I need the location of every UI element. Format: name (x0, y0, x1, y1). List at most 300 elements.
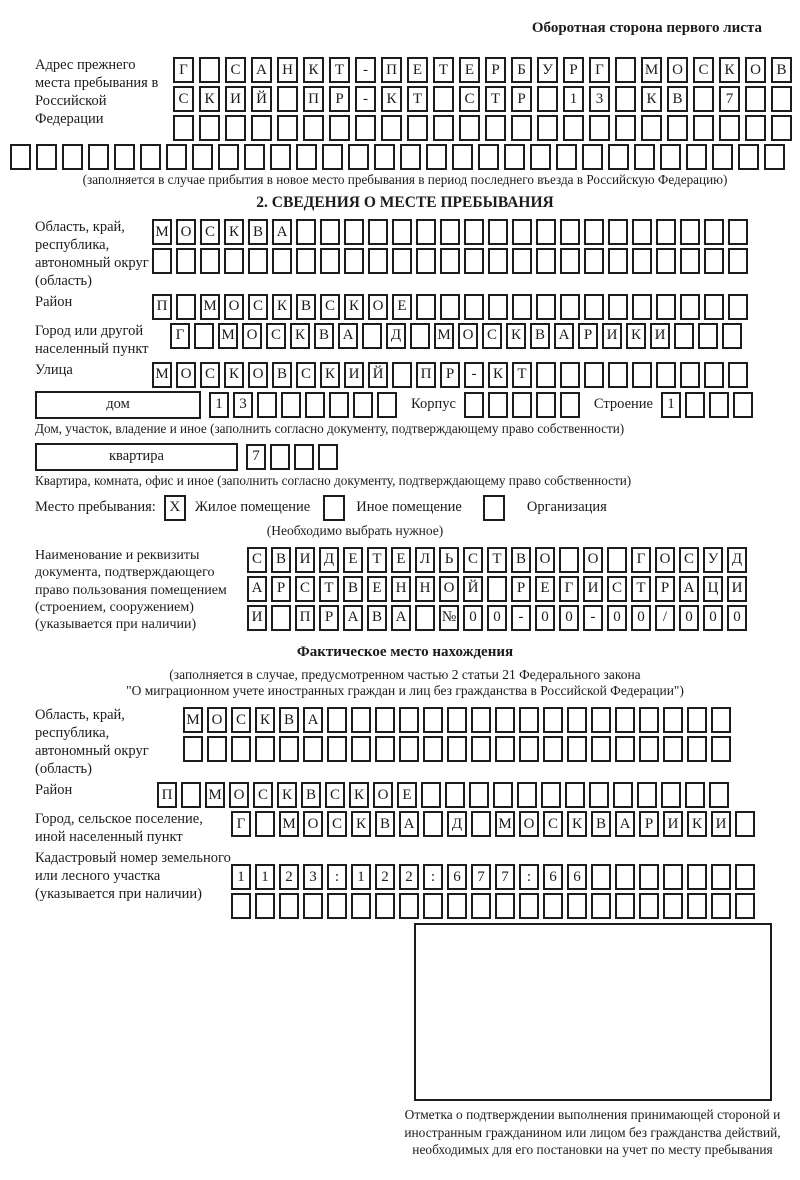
char-cell (488, 294, 508, 320)
char-cell (615, 864, 635, 890)
char-cell (471, 707, 491, 733)
char-cell (415, 605, 435, 631)
char-cell: Р (485, 57, 506, 83)
char-cell (423, 707, 443, 733)
char-cell (656, 294, 676, 320)
char-cell: Ц (703, 576, 723, 602)
actual-location-title: Фактическое место нахождения (296, 643, 514, 660)
char-cell (712, 144, 733, 170)
house-cells (209, 392, 397, 418)
char-cell: Д (727, 547, 747, 573)
char-cell: И (711, 811, 731, 837)
document-row-1 (247, 547, 747, 573)
char-cell: Е (343, 547, 363, 573)
char-cell: 2 (399, 864, 419, 890)
char-cell (589, 782, 609, 808)
char-cell (351, 893, 371, 919)
char-cell (667, 115, 688, 141)
char-cell (399, 707, 419, 733)
char-cell: Д (319, 547, 339, 573)
char-cell: К (272, 294, 292, 320)
char-cell (88, 144, 109, 170)
char-cell: 1 (351, 864, 371, 890)
char-cell (687, 736, 707, 762)
char-cell (225, 115, 246, 141)
char-cell: К (303, 57, 324, 83)
char-cell (447, 707, 467, 733)
char-cell (687, 707, 707, 733)
char-cell: О (176, 362, 196, 388)
prev-address-note: (заполняется в случае прибытия в новое место пребывания в период последнего въезда в Российскую Федерацию) (82, 172, 728, 187)
char-cell (320, 219, 340, 245)
prev-address-row-3 (173, 115, 792, 141)
char-cell (685, 392, 705, 418)
char-cell (728, 219, 748, 245)
char-cell (305, 392, 325, 418)
char-cell: С (296, 362, 316, 388)
cadastre-label: Кадастровый номер земельного или лесного участка (указывается при наличии) (35, 850, 231, 903)
char-cell: И (225, 86, 246, 112)
char-cell (656, 248, 676, 274)
char-cell: Т (319, 576, 339, 602)
region-field (35, 219, 790, 291)
char-cell: С (327, 811, 347, 837)
char-cell (615, 707, 635, 733)
char-cell (632, 219, 652, 245)
char-cell (348, 144, 369, 170)
char-cell (296, 219, 316, 245)
char-cell: Т (485, 86, 506, 112)
char-cell: М (279, 811, 299, 837)
char-cell (632, 248, 652, 274)
char-cell: С (295, 576, 315, 602)
char-cell (680, 219, 700, 245)
char-cell (591, 707, 611, 733)
char-cell: О (745, 57, 766, 83)
char-cell (270, 444, 290, 470)
char-cell: / (655, 605, 675, 631)
actual-region-label: Область, край, республика, автономный округ (область) (35, 707, 149, 778)
char-cell (426, 144, 447, 170)
char-cell: Т (329, 57, 350, 83)
char-cell: П (295, 605, 315, 631)
char-cell: К (488, 362, 508, 388)
house-note: Дом, участок, владение и иное (заполнить согласно документу, подтверждающему право собственности) (35, 420, 625, 436)
char-cell (488, 248, 508, 274)
char-cell: В (248, 219, 268, 245)
char-cell: Т (631, 576, 651, 602)
char-cell: В (314, 323, 334, 349)
char-cell (615, 115, 636, 141)
char-cell: И (602, 323, 622, 349)
char-cell: А (303, 707, 323, 733)
char-cell (567, 893, 587, 919)
char-cell (471, 893, 491, 919)
char-cell: Й (251, 86, 272, 112)
char-cell (608, 219, 628, 245)
char-cell (512, 219, 532, 245)
char-cell: Р (655, 576, 675, 602)
char-cell: Н (415, 576, 435, 602)
char-cell (745, 86, 766, 112)
char-cell (704, 248, 724, 274)
char-cell: : (519, 864, 539, 890)
char-cell: 6 (543, 864, 563, 890)
char-cell (464, 219, 484, 245)
char-cell (421, 782, 441, 808)
char-cell: Р (271, 576, 291, 602)
prev-address-row-1 (173, 57, 792, 83)
char-cell: 7 (495, 864, 515, 890)
document-label: Наименование и реквизиты документа, подтверждающего право пользования помещением (строением, сооружением) (указывается при наличии) (35, 547, 227, 633)
char-cell (392, 248, 412, 274)
char-cell: О (373, 782, 393, 808)
char-cell (271, 605, 291, 631)
char-cell (257, 392, 277, 418)
char-cell: К (626, 323, 646, 349)
char-cell: К (349, 782, 369, 808)
char-cell: В (591, 811, 611, 837)
char-cell (543, 707, 563, 733)
char-cell: 2 (279, 864, 299, 890)
char-cell (536, 248, 556, 274)
char-cell: - (355, 86, 376, 112)
char-cell (392, 362, 412, 388)
char-cell (355, 115, 376, 141)
char-cell (351, 736, 371, 762)
char-cell (663, 893, 683, 919)
char-cell: Л (415, 547, 435, 573)
char-cell (416, 294, 436, 320)
char-cell (728, 294, 748, 320)
char-cell (329, 115, 350, 141)
char-cell (433, 86, 454, 112)
char-cell (607, 547, 627, 573)
char-cell: О (655, 547, 675, 573)
char-cell (176, 294, 196, 320)
district-row (152, 294, 748, 320)
char-cell (511, 115, 532, 141)
char-cell (62, 144, 83, 170)
char-cell (423, 736, 443, 762)
char-cell: 0 (559, 605, 579, 631)
char-cell: М (495, 811, 515, 837)
char-cell: О (248, 362, 268, 388)
char-cell (199, 57, 220, 83)
cadastre-field (35, 850, 790, 919)
char-cell: 1 (255, 864, 275, 890)
char-cell (536, 362, 556, 388)
char-cell (560, 248, 580, 274)
char-cell (608, 362, 628, 388)
char-cell: М (152, 362, 172, 388)
char-cell (327, 893, 347, 919)
char-cell (36, 144, 57, 170)
char-cell: В (301, 782, 321, 808)
char-cell: 6 (567, 864, 587, 890)
char-cell (519, 736, 539, 762)
prev-address-label: Адрес прежнего места пребывания в Российской Федерации (35, 57, 159, 127)
page-header: Оборотная сторона первого листа (531, 20, 762, 36)
char-cell: С (248, 294, 268, 320)
char-cell (504, 144, 525, 170)
char-cell (704, 219, 724, 245)
apartment-cells (246, 444, 338, 470)
char-cell (381, 115, 402, 141)
char-cell (375, 707, 395, 733)
char-cell (194, 323, 214, 349)
char-cell (693, 86, 714, 112)
char-cell (686, 144, 707, 170)
char-cell: И (247, 605, 267, 631)
char-cell (735, 864, 755, 890)
char-cell (632, 294, 652, 320)
char-cell: Н (277, 57, 298, 83)
char-cell (709, 782, 729, 808)
char-cell: О (242, 323, 262, 349)
char-cell: 7 (719, 86, 740, 112)
char-cell: С (325, 782, 345, 808)
char-cell (488, 392, 508, 418)
char-cell (719, 115, 740, 141)
char-cell (560, 362, 580, 388)
char-cell: С (320, 294, 340, 320)
char-cell: А (399, 811, 419, 837)
actual-region-field (35, 707, 790, 779)
char-cell (281, 392, 301, 418)
stroenie-cells (661, 392, 753, 418)
char-cell (303, 115, 324, 141)
char-cell: К (381, 86, 402, 112)
char-cell (693, 115, 714, 141)
char-cell: И (583, 576, 603, 602)
char-cell: 0 (535, 605, 555, 631)
char-cell (639, 893, 659, 919)
char-cell (374, 144, 395, 170)
char-cell: А (251, 57, 272, 83)
char-cell (344, 219, 364, 245)
char-cell (464, 294, 484, 320)
char-cell (543, 893, 563, 919)
char-cell (447, 736, 467, 762)
char-cell (375, 893, 395, 919)
char-cell: 1 (209, 392, 229, 418)
char-cell: Г (170, 323, 190, 349)
cadastre-row-2 (231, 893, 755, 919)
char-cell: О (583, 547, 603, 573)
char-cell (495, 893, 515, 919)
char-cell (327, 707, 347, 733)
char-cell (634, 144, 655, 170)
char-cell (711, 736, 731, 762)
cadastre-row-1 (231, 864, 755, 890)
char-cell: К (687, 811, 707, 837)
char-cell (368, 219, 388, 245)
char-cell (320, 248, 340, 274)
char-cell: П (381, 57, 402, 83)
char-cell (471, 811, 491, 837)
char-cell (368, 248, 388, 274)
char-cell (711, 893, 731, 919)
char-cell (272, 248, 292, 274)
char-cell (704, 362, 724, 388)
char-cell: 0 (679, 605, 699, 631)
char-cell: Е (535, 576, 555, 602)
char-cell (674, 323, 694, 349)
char-cell (541, 782, 561, 808)
char-cell (584, 294, 604, 320)
char-cell: Т (407, 86, 428, 112)
char-cell (493, 782, 513, 808)
street-row (152, 362, 748, 388)
char-cell: А (615, 811, 635, 837)
char-cell: 0 (463, 605, 483, 631)
char-cell: О (207, 707, 227, 733)
prev-address-row-4 (10, 144, 790, 170)
char-cell: О (176, 219, 196, 245)
char-cell (567, 707, 587, 733)
char-cell: С (225, 57, 246, 83)
char-cell (560, 294, 580, 320)
stamp-box (414, 923, 772, 1101)
char-cell (663, 736, 683, 762)
char-cell (584, 362, 604, 388)
char-cell (459, 115, 480, 141)
char-cell: В (271, 547, 291, 573)
korpus-cells (464, 392, 580, 418)
char-cell (410, 323, 430, 349)
char-cell: К (506, 323, 526, 349)
char-cell: - (355, 57, 376, 83)
char-cell (445, 782, 465, 808)
char-cell (296, 144, 317, 170)
char-cell (440, 248, 460, 274)
district-field (35, 294, 790, 320)
char-cell (218, 144, 239, 170)
char-cell: Р (578, 323, 598, 349)
char-cell (771, 115, 792, 141)
stay-type-checkbox-other-premises (323, 495, 345, 521)
char-cell: П (152, 294, 172, 320)
char-cell (519, 707, 539, 733)
char-cell: 3 (303, 864, 323, 890)
char-cell: С (607, 576, 627, 602)
char-cell: Б (511, 57, 532, 83)
char-cell: : (327, 864, 347, 890)
char-cell: 7 (471, 864, 491, 890)
char-cell (680, 362, 700, 388)
char-cell (685, 782, 705, 808)
char-cell (166, 144, 187, 170)
char-cell (512, 294, 532, 320)
district-label: Район (35, 293, 73, 310)
char-cell (207, 736, 227, 762)
char-cell: - (583, 605, 603, 631)
char-cell (560, 219, 580, 245)
char-cell: Р (319, 605, 339, 631)
char-cell: О (535, 547, 555, 573)
char-cell (351, 707, 371, 733)
char-cell: А (272, 219, 292, 245)
char-cell (536, 392, 556, 418)
char-cell: М (641, 57, 662, 83)
char-cell (248, 248, 268, 274)
char-cell (543, 736, 563, 762)
char-cell (173, 115, 194, 141)
stay-type-label: Место пребывания: (35, 499, 156, 516)
char-cell: В (367, 605, 387, 631)
region-label: Область, край, республика, автономный округ (область) (35, 219, 149, 289)
char-cell (322, 144, 343, 170)
char-cell (495, 736, 515, 762)
stay-type-option-organization: Организация (526, 499, 607, 516)
char-cell: К (641, 86, 662, 112)
char-cell (632, 362, 652, 388)
char-cell (567, 736, 587, 762)
char-cell: У (537, 57, 558, 83)
char-cell: Т (367, 547, 387, 573)
char-cell: П (303, 86, 324, 112)
char-cell (745, 115, 766, 141)
char-cell (318, 444, 338, 470)
char-cell: : (423, 864, 443, 890)
char-cell (199, 115, 220, 141)
char-cell: М (218, 323, 238, 349)
char-cell: К (344, 294, 364, 320)
char-cell: С (200, 362, 220, 388)
actual-city-row (231, 811, 755, 837)
char-cell: В (279, 707, 299, 733)
char-cell: С (679, 547, 699, 573)
char-cell: В (511, 547, 531, 573)
char-cell (680, 248, 700, 274)
char-cell: О (303, 811, 323, 837)
char-cell (663, 707, 683, 733)
actual-district-row (157, 782, 729, 808)
char-cell (764, 144, 785, 170)
char-cell: А (343, 605, 363, 631)
char-cell (200, 248, 220, 274)
actual-city-field (35, 811, 790, 847)
char-cell (559, 547, 579, 573)
char-cell (231, 893, 251, 919)
house-box: дом (35, 391, 201, 419)
char-cell: - (464, 362, 484, 388)
char-cell: К (224, 362, 244, 388)
char-cell (224, 248, 244, 274)
char-cell: А (679, 576, 699, 602)
char-cell: С (253, 782, 273, 808)
char-cell (183, 736, 203, 762)
char-cell (591, 893, 611, 919)
char-cell: С (463, 547, 483, 573)
char-cell (375, 736, 395, 762)
char-cell: Д (447, 811, 467, 837)
char-cell: С (247, 547, 267, 573)
char-cell (277, 86, 298, 112)
char-cell: 3 (233, 392, 253, 418)
char-cell: Р (563, 57, 584, 83)
char-cell: Е (391, 547, 411, 573)
section2-title: 2. СВЕДЕНИЯ О МЕСТЕ ПРЕБЫВАНИЯ (256, 194, 554, 211)
char-cell (512, 248, 532, 274)
char-cell (440, 219, 460, 245)
char-cell (487, 576, 507, 602)
char-cell (615, 57, 636, 83)
char-cell (608, 144, 629, 170)
char-cell: Г (559, 576, 579, 602)
char-cell (400, 144, 421, 170)
